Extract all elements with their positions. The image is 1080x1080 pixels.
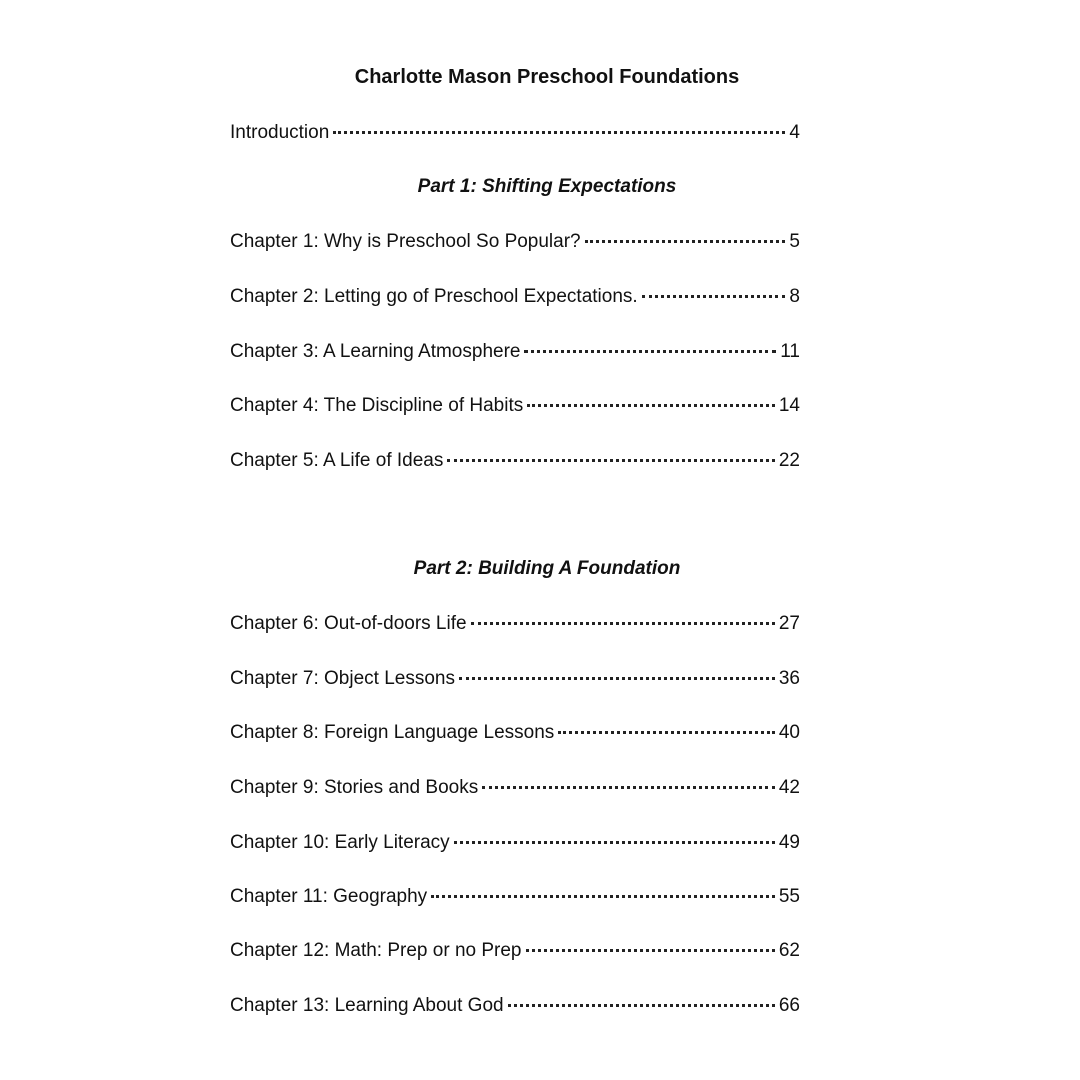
document-title: Charlotte Mason Preschool Foundations: [354, 66, 740, 88]
toc-entry: [230, 612, 800, 636]
toc-entry-label: Chapter 8: Foreign Language Lessons: [230, 722, 555, 743]
dot-leader: [333, 131, 785, 134]
toc-entry-label: Chapter 9: Stories and Books: [230, 777, 479, 798]
toc-entry: [230, 285, 800, 309]
dot-leader: [482, 786, 775, 789]
toc-entry-label: Chapter 3: A Learning Atmosphere: [230, 341, 521, 362]
toc-entry-page: 36: [778, 668, 800, 689]
toc-entry-label: Chapter 4: The Discipline of Habits: [230, 395, 524, 416]
toc-entry-label: Chapter 2: Letting go of Preschool Expectations.: [230, 286, 638, 307]
toc-entry-page: 8: [789, 286, 800, 307]
toc-entry-page: 40: [778, 722, 800, 743]
part-1-heading: Part 1: Shifting Expectations: [417, 176, 677, 197]
toc-entry: [230, 449, 800, 473]
toc-entry-page: 5: [789, 231, 800, 252]
dot-leader: [471, 622, 775, 625]
dot-leader: [558, 731, 775, 734]
toc-entry-page: 55: [778, 886, 800, 907]
toc-entry: [230, 230, 800, 254]
dot-leader: [642, 295, 786, 298]
toc-entry-page: 49: [778, 832, 800, 853]
dot-leader: [454, 841, 775, 844]
toc-entry-label: Chapter 7: Object Lessons: [230, 668, 455, 689]
toc-entry: [230, 831, 800, 855]
toc-entry-page: 4: [789, 122, 800, 143]
toc-entry-label: Chapter 1: Why is Preschool So Popular?: [230, 231, 581, 252]
toc-entry-page: 66: [778, 995, 800, 1016]
toc-entry-introduction: [230, 121, 800, 145]
toc-entry: [230, 776, 800, 800]
toc-entry-label: Introduction: [230, 122, 330, 143]
toc-entry-page: 14: [778, 395, 800, 416]
toc-entry-label: Chapter 12: Math: Prep or no Prep: [230, 940, 522, 961]
dot-leader: [447, 459, 774, 462]
toc-entry-label: Chapter 11: Geography: [230, 886, 428, 907]
toc-entry: [230, 885, 800, 909]
dot-leader: [527, 404, 775, 407]
dot-leader: [431, 895, 775, 898]
toc-entry: [230, 721, 800, 745]
dot-leader: [585, 240, 786, 243]
toc-entry-label: Chapter 13: Learning About God: [230, 995, 504, 1016]
toc-entry-label: Chapter 10: Early Literacy: [230, 832, 450, 853]
dot-leader: [508, 1004, 775, 1007]
toc-entry-label: Chapter 5: A Life of Ideas: [230, 450, 444, 471]
toc-entry: [230, 340, 800, 364]
toc-entry-page: 22: [778, 450, 800, 471]
toc-entry-page: 62: [778, 940, 800, 961]
toc-entry-page: 27: [778, 613, 800, 634]
toc-entry-page: 11: [780, 341, 800, 362]
toc-entry: [230, 994, 800, 1018]
dot-leader: [524, 350, 776, 353]
dot-leader: [526, 949, 775, 952]
toc-entry: [230, 667, 800, 691]
toc-entry-page: 42: [778, 777, 800, 798]
toc-entry: [230, 394, 800, 418]
dot-leader: [459, 677, 775, 680]
toc-entry: [230, 939, 800, 963]
toc-entry-label: Chapter 6: Out-of-doors Life: [230, 613, 467, 634]
part-2-heading: Part 2: Building A Foundation: [413, 558, 681, 579]
